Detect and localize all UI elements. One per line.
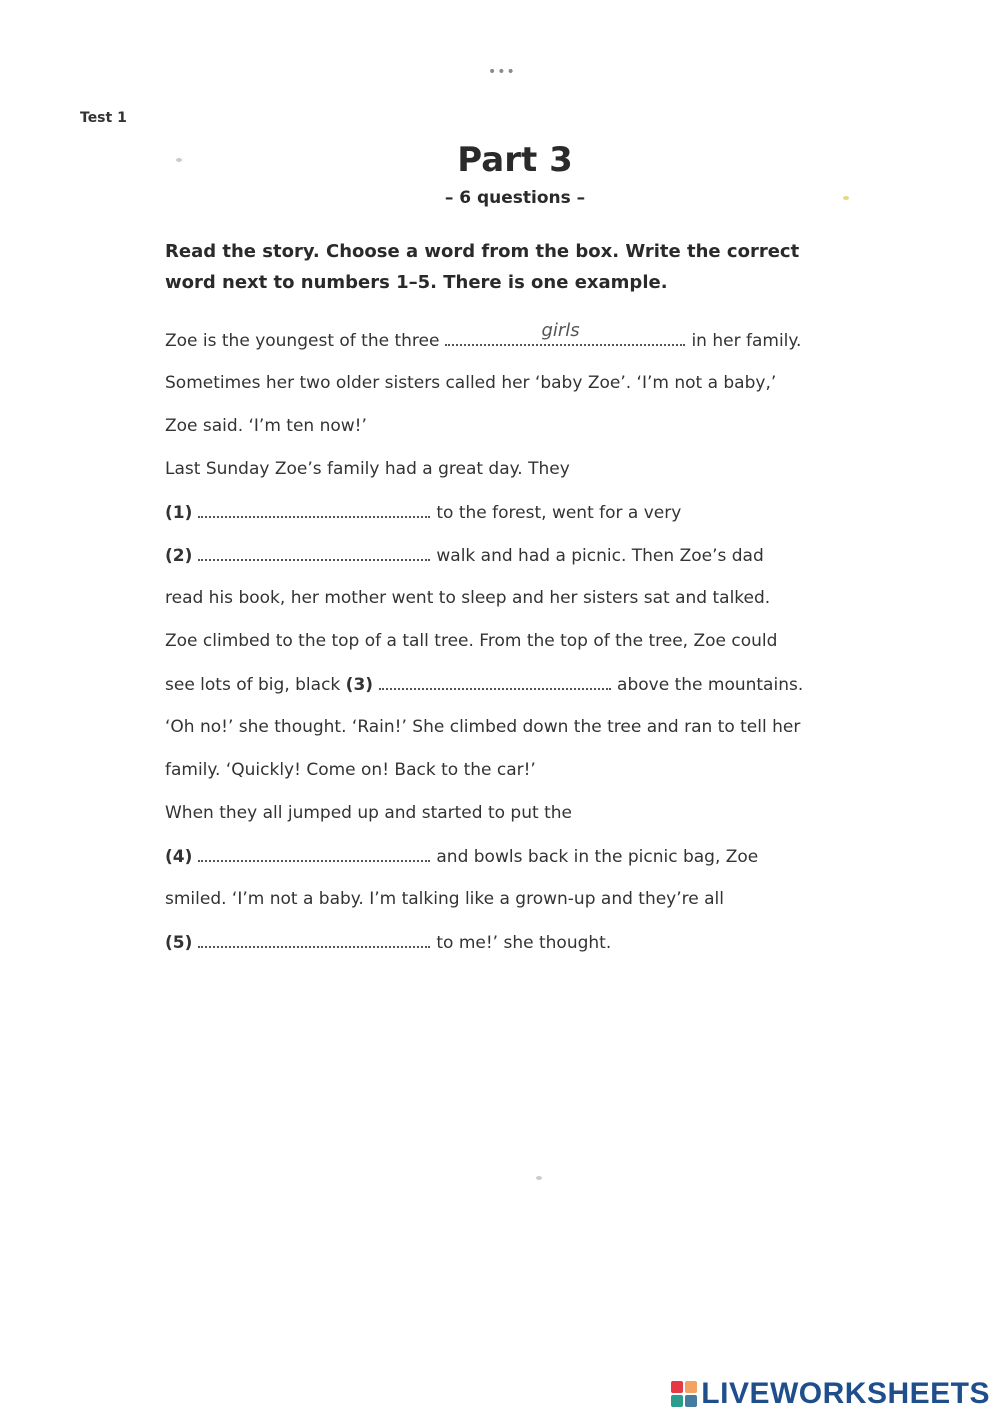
- story-line-10: ‘Oh no!’ she thought. ‘Rain!’ She climbed down the tree and ran to tell her: [165, 717, 801, 737]
- question-number-1: (1): [165, 503, 193, 523]
- story-line-8: Zoe climbed to the top of a tall tree. From the top of the tree, Zoe could: [165, 631, 778, 651]
- instructions: [165, 236, 885, 298]
- instructions-line-1: Read the story. Choose a word from the box. Write the correct: [165, 241, 800, 262]
- scan-speck: [176, 158, 182, 162]
- answer-blank-3[interactable]: [379, 674, 611, 690]
- story-text: Zoe is the youngest of the three: [165, 331, 440, 351]
- story-line-4: Last Sunday Zoe’s family had a great day. They: [165, 459, 570, 479]
- story-line-14: smiled. ‘I’m not a baby. I’m talking like a grown-up and they’re all: [165, 889, 724, 909]
- question-number-4: (4): [165, 847, 193, 867]
- answer-blank-4[interactable]: [198, 846, 430, 862]
- story-line-7: read his book, her mother went to sleep and her sisters sat and talked.: [165, 588, 771, 608]
- story-line-11: family. ‘Quickly! Come on! Back to the car!’: [165, 760, 536, 780]
- liveworksheets-logo[interactable]: [671, 1377, 990, 1411]
- question-number-3: (3): [345, 675, 374, 695]
- page-dots: •••: [488, 64, 516, 80]
- story-line-q1: [165, 502, 681, 523]
- answer-blank-2[interactable]: [198, 545, 430, 561]
- answer-blank-1[interactable]: [198, 502, 430, 518]
- question-number-5: (5): [165, 933, 193, 953]
- story-line-q4: [165, 846, 758, 867]
- story-text: to the forest, went for a very: [436, 503, 682, 523]
- scan-speck: [536, 1176, 542, 1180]
- test-label: Test 1: [80, 110, 127, 126]
- scan-speck: [843, 196, 849, 200]
- story-text: above the mountains.: [617, 675, 804, 695]
- story-text: in her family.: [691, 331, 802, 351]
- story-line-1: [165, 320, 802, 351]
- story-text: and bowls back in the picnic bag, Zoe: [436, 847, 759, 867]
- story-line-12: When they all jumped up and started to put the: [165, 803, 572, 823]
- story-text: to me!’ she thought.: [436, 933, 612, 953]
- story-line-3: Zoe said. ‘I’m ten now!’: [165, 416, 367, 436]
- story-line-q5: [165, 932, 611, 953]
- story-line-q2: [165, 545, 764, 566]
- logo-text: LIVEWORKSHEETS: [701, 1377, 990, 1410]
- instructions-line-2: word next to numbers 1–5. There is one example.: [165, 272, 668, 293]
- question-number-2: (2): [165, 546, 193, 566]
- story-line-q3: [165, 674, 803, 695]
- example-blank: [445, 320, 685, 346]
- logo-icon: [671, 1381, 697, 1407]
- answer-blank-5[interactable]: [198, 932, 430, 948]
- example-answer: girls: [541, 320, 580, 341]
- story-line-2: Sometimes her two older sisters called her ‘baby Zoe’. ‘I’m not a baby,’: [165, 373, 777, 393]
- story-text: walk and had a picnic. Then Zoe’s dad: [436, 546, 764, 566]
- page-title: Part 3: [457, 140, 573, 180]
- page-subtitle: – 6 questions –: [444, 188, 586, 208]
- story-text: see lots of big, black: [165, 675, 341, 695]
